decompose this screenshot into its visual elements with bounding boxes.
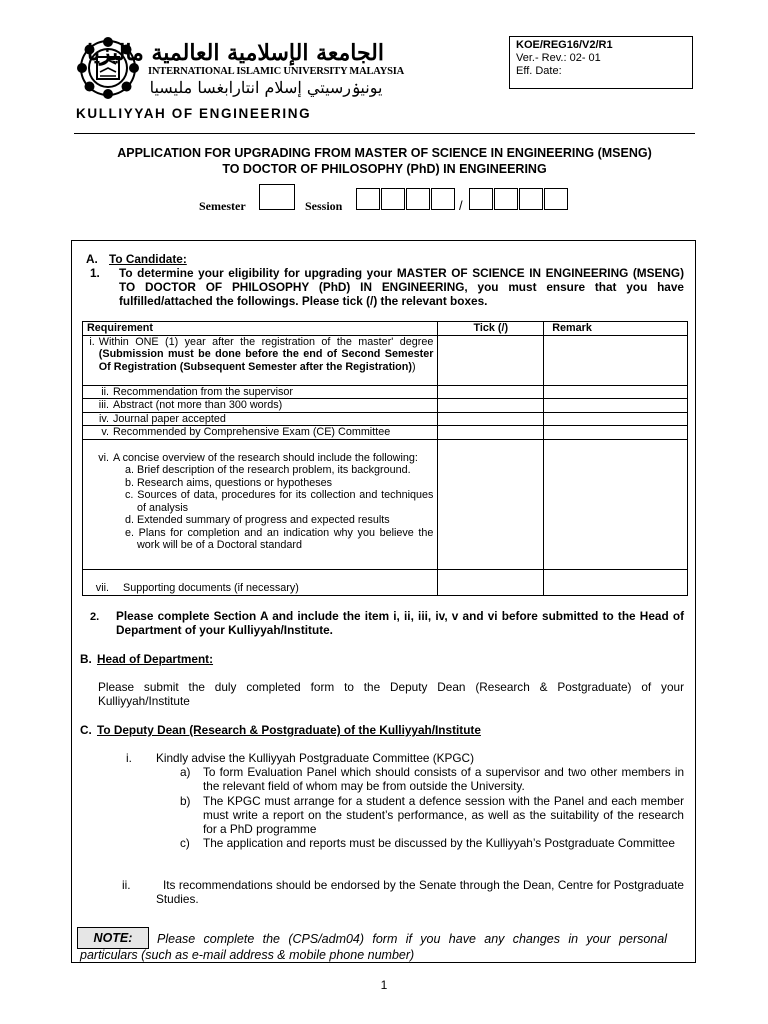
section-a-letter: A.: [86, 252, 98, 266]
sub-requirement: a. Brief description of the research problem, its background.: [125, 464, 411, 476]
table-row: [83, 426, 688, 440]
session-separator: /: [459, 198, 463, 213]
document-control-box: [509, 36, 693, 89]
section-c-item-ii-text: Its recommendations should be endorsed by the Senate through the Dean, Centre for Postgraduate Studies.: [156, 878, 684, 906]
session-digit-box-1[interactable]: [356, 188, 380, 210]
section-c-item-i-number: i.: [126, 751, 132, 765]
section-b-heading: Head of Department:: [97, 652, 214, 666]
requirement-cell: [83, 399, 438, 413]
sub-requirement: e. Plans for completion and an indication why you believe the work will be of a Doctoral standard: [125, 526, 434, 551]
sub-text-b: The KPGC must arrange for a student a defence session with the Panel and each member must write a report on the student’s performance, as well as the suitability of the research for a PhD programme: [203, 794, 684, 836]
row-number: i.: [89, 335, 95, 348]
session-digit-box-6[interactable]: [494, 188, 518, 210]
requirement-text: A concise overview of the research should include the following:: [113, 451, 418, 464]
sub-label-b: b): [180, 794, 191, 808]
section-c-letter: C.: [80, 723, 92, 737]
remark-cell[interactable]: [544, 399, 688, 413]
note-label-box: NOTE:: [77, 927, 149, 949]
table-row: [83, 385, 688, 399]
header-divider: [74, 133, 695, 134]
col-tick-header: Tick (/): [438, 322, 544, 336]
table-header-row: [83, 322, 688, 336]
requirement-cell: [83, 569, 438, 595]
tick-cell[interactable]: [438, 439, 544, 569]
section-b-text: Please submit the duly completed form to the Deputy Dean (Research & Postgraduate) of your Kulliyyah/Institute: [98, 680, 684, 708]
session-label: Session: [305, 199, 343, 213]
section-b-letter: B.: [80, 652, 92, 666]
row-number: vi.: [98, 451, 109, 464]
requirements-table: [82, 321, 688, 596]
sub-requirement: d. Extended summary of progress and expected results: [125, 514, 390, 526]
semester-label: Semester: [199, 199, 246, 213]
session-digit-box-2[interactable]: [381, 188, 405, 210]
requirement-text: Journal paper accepted: [113, 412, 226, 425]
doc-code: KOE/REG16/V2/R1: [516, 39, 613, 51]
tick-cell[interactable]: [438, 412, 544, 426]
item-2-text: Please complete Section A and include the item i, ii, iii, iv, v and vi before submitted to the Head of Department of your Kulliyyah/Institute.: [116, 609, 684, 637]
sub-text-c: The application and reports must be discussed by the Kulliyyah’s Postgraduate Committee: [203, 836, 675, 850]
session-digit-box-5[interactable]: [469, 188, 493, 210]
remark-cell[interactable]: [544, 335, 688, 385]
kulliyyah-title: KULLIYYAH OF ENGINEERING: [76, 106, 312, 121]
table-row: [83, 439, 688, 569]
note-text: Please complete the (CPS/adm04) form if you have any changes in your personal particulars (such as e-mail address & mobile phone number): [80, 932, 667, 962]
table-row: [83, 569, 688, 595]
col-requirement-header: Requirement: [83, 322, 438, 336]
row-number: vii.: [95, 582, 109, 594]
requirement-cell: [83, 385, 438, 399]
requirement-cell: [83, 335, 438, 385]
sub-label-a: a): [180, 765, 191, 779]
session-digit-box-4[interactable]: [431, 188, 455, 210]
item-2-number: 2.: [90, 611, 100, 623]
page-number: 1: [380, 978, 388, 992]
row-number: iii.: [98, 399, 109, 411]
session-digit-box-7[interactable]: [519, 188, 543, 210]
row-number: ii.: [101, 385, 109, 398]
logo-script-text: يونيۏرسيتي إسلام انتارابغسا مليسيا: [149, 78, 383, 97]
requirement-cell: [83, 426, 438, 440]
doc-eff-date: Eff. Date:: [516, 65, 562, 77]
doc-version: Ver.- Rev.: 02- 01: [516, 52, 601, 64]
section-c-item-ii-number: ii.: [122, 878, 131, 892]
title-line-2: TO DOCTOR OF PHILOSOPHY (PhD) IN ENGINEERING: [222, 162, 547, 176]
requirement-text: Recommendation from the supervisor: [113, 385, 294, 398]
section-a-heading: To Candidate:: [109, 252, 187, 266]
item-1-number: 1.: [90, 266, 100, 280]
sub-label-c: c): [180, 836, 190, 850]
logo-arabic-text: الجامعة الإسلامية العالمية ماليزيا: [87, 40, 384, 66]
section-c-heading: To Deputy Dean (Research & Postgraduate) of the Kulliyyah/Institute: [97, 723, 481, 737]
sub-requirement: b. Research aims, questions or hypotheses: [125, 476, 333, 489]
table-row: [83, 399, 688, 413]
sub-requirement: c. Sources of data, procedures for its collection and techniques of analysis: [125, 489, 434, 514]
requirement-text: Within ONE (1) year after the registration of the master' degree: [98, 335, 434, 348]
logo-english-text: INTERNATIONAL ISLAMIC UNIVERSITY MALAYSIA: [148, 66, 405, 77]
form-title: [74, 145, 695, 177]
row-number: v.: [101, 426, 109, 438]
section-c-item-i-text: Kindly advise the Kulliyyah Postgraduate Committee (KPGC): [156, 751, 475, 765]
requirement-cell: [83, 412, 438, 426]
requirement-tail: ): [411, 360, 416, 373]
requirement-text: Abstract (not more than 300 words): [113, 399, 283, 411]
item-1-text: To determine your eligibility for upgrading your MASTER OF SCIENCE IN ENGINEERING (MSENG) TO DOCTOR OF PHILOSOPHY (PhD) IN ENGINEERING, you must ensure that you have fulfilled/attached the followings. Please tick (/) the relevant boxes.: [119, 266, 684, 308]
remark-cell[interactable]: [544, 569, 688, 595]
remark-cell[interactable]: [544, 426, 688, 440]
tick-cell[interactable]: [438, 385, 544, 399]
session-digit-box-3[interactable]: [406, 188, 430, 210]
requirement-bold-text: (Submission must be done before the end of Second Semester Of Registration (Subsequent Semester after the Registration): [98, 348, 434, 373]
remark-cell[interactable]: [544, 439, 688, 569]
requirement-text: Recommended by Comprehensive Exam (CE) Committee: [113, 426, 391, 438]
sub-text-a: To form Evaluation Panel which should consists of a supervisor and two other members in the relevant field of whom may be from outside the University.: [203, 765, 684, 793]
table-row: [83, 412, 688, 426]
remark-cell[interactable]: [544, 412, 688, 426]
remark-cell[interactable]: [544, 385, 688, 399]
tick-cell[interactable]: [438, 335, 544, 385]
requirement-cell: [83, 439, 438, 569]
requirement-text: Supporting documents (if necessary): [123, 582, 299, 594]
tick-cell[interactable]: [438, 569, 544, 595]
row-number: iv.: [99, 412, 109, 425]
tick-cell[interactable]: [438, 399, 544, 413]
col-remark-header: Remark: [544, 322, 688, 336]
title-line-1: APPLICATION FOR UPGRADING FROM MASTER OF SCIENCE IN ENGINEERING (MSENG): [117, 146, 652, 160]
tick-cell[interactable]: [438, 426, 544, 440]
session-digit-box-8[interactable]: [544, 188, 568, 210]
table-row: [83, 335, 688, 385]
semester-input-box[interactable]: [259, 184, 295, 210]
